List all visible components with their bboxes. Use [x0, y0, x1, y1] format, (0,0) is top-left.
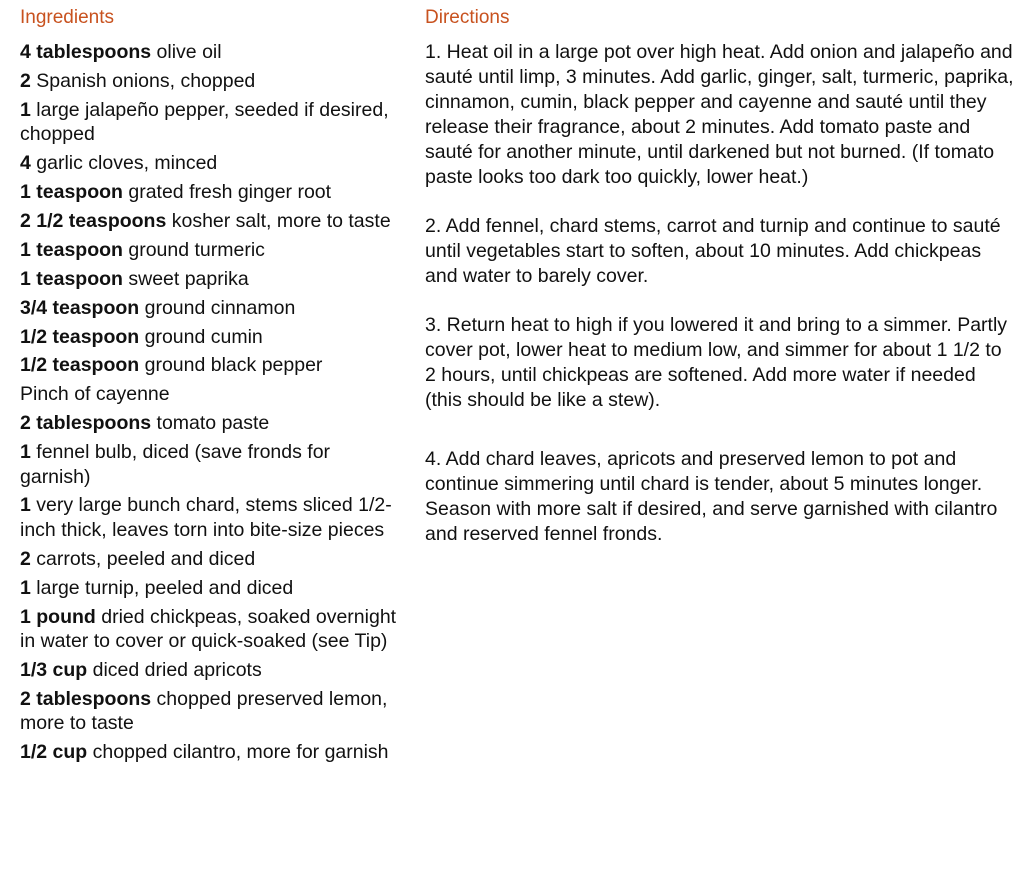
direction-step-2: 2. Add fennel, chard stems, carrot and turnip and continue to sauté until vegetables start to soften, about 10 minutes. Add chickpeas and water to barely cover. — [425, 215, 1001, 287]
ingredient-item — [20, 353, 398, 378]
ingredient-description: garlic cloves, minced — [30, 152, 218, 175]
ingredient-description: ground turmeric — [122, 238, 265, 261]
ingredient-description: ground cumin — [139, 325, 263, 348]
ingredient-quantity: 2 1/2 teaspoons — [20, 209, 167, 232]
ingredient-item — [20, 151, 398, 176]
ingredient-quantity: 1 — [20, 98, 31, 121]
directions-heading: Directions — [425, 7, 510, 28]
ingredient-item — [20, 267, 398, 292]
ingredient-description: diced dried apricots — [87, 659, 262, 682]
ingredient-quantity: 1 — [20, 494, 31, 517]
directions-steps — [425, 40, 1015, 547]
ingredient-item — [20, 493, 398, 542]
ingredient-quantity: 1 teaspoon — [20, 181, 123, 204]
ingredient-description: sweet paprika — [122, 267, 249, 290]
ingredient-item — [20, 740, 398, 765]
ingredient-item — [20, 382, 398, 407]
ingredient-item — [20, 658, 398, 683]
direction-step-4: 4. Add chard leaves, apricots and preserved lemon to pot and continue simmering until chard is tender, about 5 minutes longer. Season with more salt if desired, and serve garnished with cilantro and reserved fennel fronds. — [425, 448, 998, 545]
ingredient-item — [20, 296, 398, 321]
ingredient-description: chopped preserved lemon, more to taste — [20, 687, 388, 735]
ingredient-quantity: 1/2 teaspoon — [20, 354, 140, 377]
ingredient-description: fennel bulb, diced (save fronds for garnish) — [20, 441, 331, 488]
ingredient-description: large turnip, peeled and diced — [30, 576, 294, 599]
ingredients-section — [20, 6, 398, 769]
ingredient-description: tomato paste — [151, 412, 270, 435]
ingredients-heading: Ingredients — [20, 7, 115, 28]
ingredient-item — [20, 576, 398, 601]
ingredient-quantity: 2 — [20, 69, 31, 92]
ingredient-list — [20, 40, 398, 765]
ingredient-item — [20, 605, 398, 654]
ingredient-quantity: 2 — [20, 547, 31, 570]
ingredient-description: large jalapeño pepper, seeded if desired, chopped — [20, 98, 389, 146]
ingredient-description: Pinch of cayenne — [20, 383, 170, 406]
directions-section — [425, 6, 1015, 571]
ingredient-quantity: 2 tablespoons — [20, 687, 152, 710]
ingredient-item — [20, 325, 398, 350]
ingredient-description: ground cinnamon — [139, 296, 296, 319]
ingredient-description: very large bunch chard, stems sliced 1/2-inch thick, leaves torn into bite-size pieces — [20, 494, 392, 541]
ingredient-quantity: 2 tablespoons — [20, 412, 152, 435]
ingredient-item — [20, 69, 398, 94]
ingredient-description: dried chickpeas, soaked overnight in water to cover or quick-soaked (see Tip) — [20, 605, 397, 653]
direction-step-1: 1. Heat oil in a large pot over high heat. Add onion and jalapeño and sauté until limp, 3 minutes. Add garlic, ginger, salt, turmeric, paprika, cinnamon, cumin, black pepper and cayenne and sauté until they release their fragrance, about 2 minutes. Add tomato paste and sauté for another minute, until darkened but not burned. (If tomato paste looks too dark too quickly, lower heat.) — [425, 41, 1014, 188]
ingredient-item — [20, 411, 398, 436]
ingredient-quantity: 1/3 cup — [20, 659, 88, 682]
ingredient-item — [20, 180, 398, 205]
ingredient-quantity: 1/2 cup — [20, 741, 88, 764]
ingredient-quantity: 1 teaspoon — [20, 238, 123, 261]
ingredient-quantity: 4 tablespoons — [20, 41, 152, 63]
ingredient-description: olive oil — [151, 41, 222, 63]
ingredient-description: carrots, peeled and diced — [30, 547, 256, 570]
ingredient-item — [20, 98, 398, 147]
ingredient-quantity: 1 — [20, 441, 31, 464]
ingredient-description: kosher salt, more to taste — [166, 209, 391, 232]
ingredient-item — [20, 209, 398, 234]
ingredient-item — [20, 40, 398, 65]
ingredient-quantity: 4 — [20, 152, 31, 175]
ingredient-quantity: 3/4 teaspoon — [20, 296, 140, 319]
ingredient-item — [20, 440, 398, 489]
ingredient-quantity: 1 — [20, 576, 31, 599]
ingredient-description: grated fresh ginger root — [122, 181, 332, 204]
ingredient-description: Spanish onions, chopped — [30, 69, 256, 92]
ingredient-quantity: 1 teaspoon — [20, 267, 123, 290]
ingredient-quantity: 1/2 teaspoon — [20, 325, 140, 348]
ingredient-item — [20, 547, 398, 572]
ingredient-description: chopped cilantro, more for garnish — [87, 741, 389, 764]
ingredient-item — [20, 238, 398, 263]
ingredient-quantity: 1 pound — [20, 605, 96, 628]
direction-step-3: 3. Return heat to high if you lowered it and bring to a simmer. Partly cover pot, lower heat to medium low, and simmer for about 1 1/2 to 2 hours, until chickpeas are softened. Add more water if needed (this should be like a stew). — [425, 314, 1008, 411]
ingredient-item — [20, 687, 398, 736]
ingredient-description: ground black pepper — [139, 354, 323, 377]
